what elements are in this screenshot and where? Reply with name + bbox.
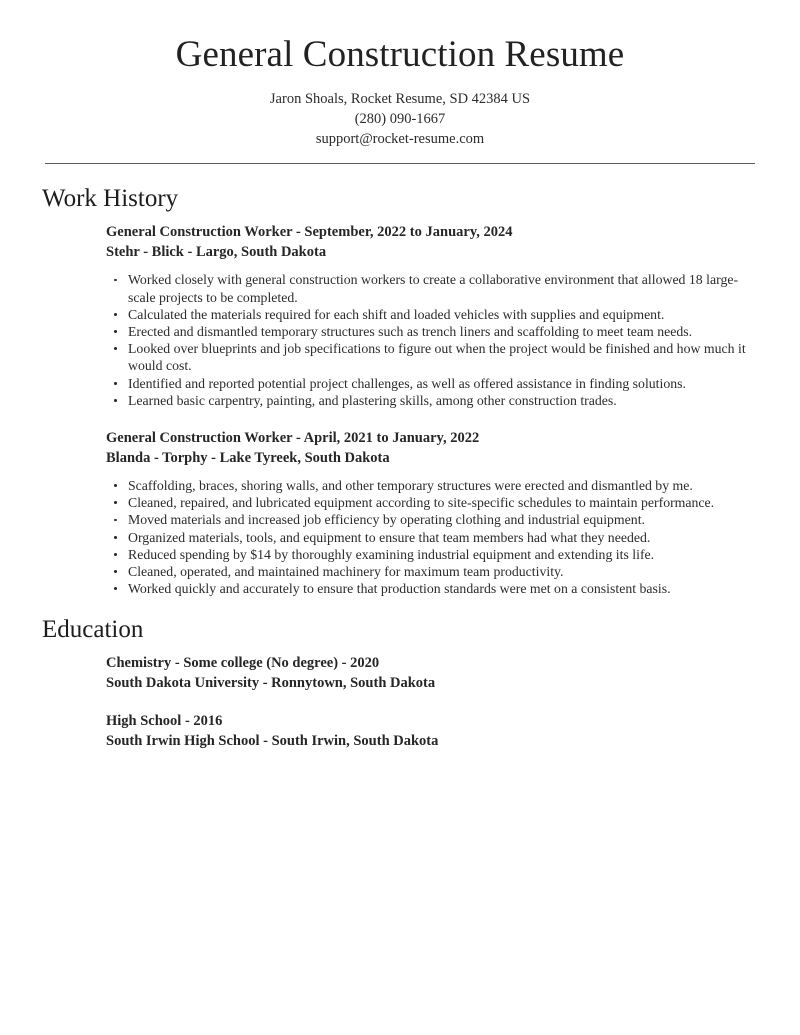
- job-title-line: General Construction Worker - September, 2022 to January, 2024: [106, 224, 513, 241]
- section-heading-work-history: Work History: [42, 185, 179, 213]
- job-entry: [106, 223, 758, 409]
- education-degree-line: High School - 2016: [106, 713, 223, 730]
- job-bullet: Cleaned, operated, and maintained machinery for maximum team productivity.: [106, 563, 758, 580]
- job-bullet: Calculated the materials required for each shift and loaded vehicles with supplies and equipment.: [106, 306, 758, 323]
- contact-email: support@rocket-resume.com: [315, 131, 485, 148]
- job-bullet: Organized materials, tools, and equipment to ensure that team members had what they needed.: [106, 529, 758, 546]
- job-bullet: Worked quickly and accurately to ensure that production standards were met on a consistent basis.: [106, 580, 758, 597]
- job-entry: [106, 429, 758, 597]
- contact-phone: (280) 090-1667: [354, 111, 446, 128]
- job-bullet: Scaffolding, braces, shoring walls, and other temporary structures were erected and dismantled by me.: [106, 477, 758, 494]
- education-degree-line: Chemistry - Some college (No degree) - 2020: [106, 655, 380, 672]
- job-bullet: Identified and reported potential project challenges, as well as offered assistance in finding solutions.: [106, 375, 758, 392]
- job-bullet: Moved materials and increased job efficiency by operating clothing and industrial equipment.: [106, 511, 758, 528]
- page-title: General Construction Resume: [175, 34, 625, 75]
- job-bullet: Learned basic carpentry, painting, and plastering skills, among other construction trades.: [106, 392, 758, 409]
- contact-address: Jaron Shoals, Rocket Resume, SD 42384 US: [269, 91, 531, 108]
- job-title-line: General Construction Worker - April, 2021 to January, 2022: [106, 430, 480, 447]
- job-bullet: Cleaned, repaired, and lubricated equipment according to site-specific schedules to maintain performance.: [106, 494, 758, 511]
- job-bullet-list: [106, 477, 758, 597]
- education-entries: [42, 645, 758, 751]
- job-company-line: Blanda - Torphy - Lake Tyreek, South Dakota: [106, 449, 390, 466]
- contact-block: [0, 89, 800, 149]
- job-bullet: Erected and dismantled temporary structures such as trench liners and scaffolding to meet team needs.: [106, 323, 758, 340]
- job-bullet: Looked over blueprints and job specifications to figure out when the project would be finished and how much it would cost.: [106, 340, 758, 374]
- education-school-line: South Irwin High School - South Irwin, South Dakota: [106, 732, 439, 749]
- job-company-line: Stehr - Blick - Largo, South Dakota: [106, 243, 327, 260]
- education-entry: [106, 712, 758, 751]
- resume-header: [0, 0, 800, 149]
- job-bullet-list: [106, 271, 758, 409]
- work-history-entries: [42, 214, 758, 597]
- section-heading-education: Education: [42, 616, 144, 644]
- job-bullet: Worked closely with general construction workers to create a collaborative environment that allowed 18 large-scale projects to be completed.: [106, 271, 758, 305]
- section-work-history: [0, 164, 800, 597]
- job-bullet: Reduced spending by $14 by thoroughly examining industrial equipment and extending its life.: [106, 546, 758, 563]
- education-entry: [106, 654, 758, 693]
- education-school-line: South Dakota University - Ronnytown, South Dakota: [106, 674, 436, 691]
- section-education: [0, 597, 800, 751]
